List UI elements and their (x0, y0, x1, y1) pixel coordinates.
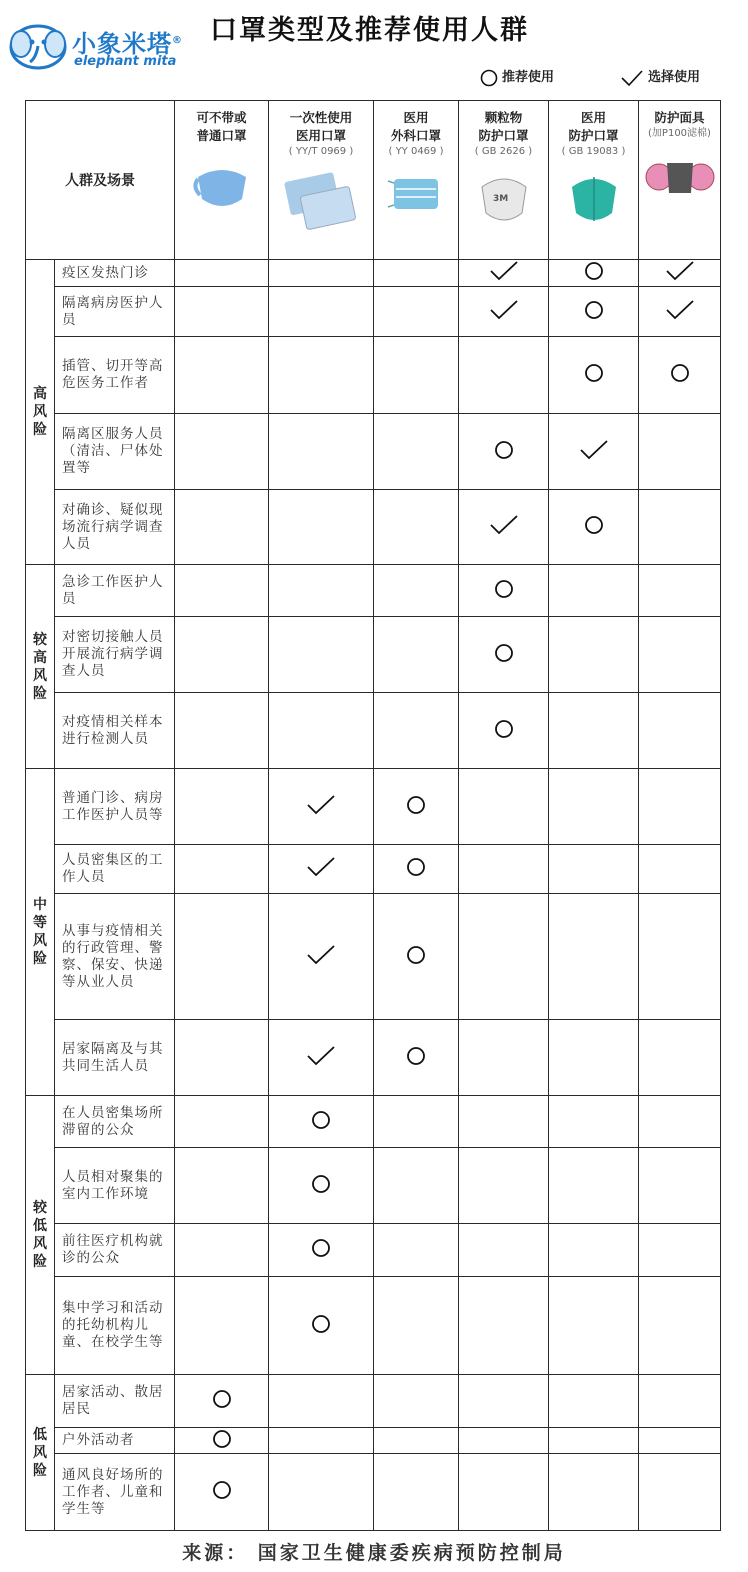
scene-cell: 居家隔离及与其共同生活人员 (55, 1020, 175, 1096)
scene-cell: 通风良好场所的工作者、儿童和学生等 (55, 1454, 175, 1531)
mark-cell (175, 693, 269, 769)
mark-cell (639, 1454, 721, 1531)
check-mark-icon (306, 944, 336, 966)
legend-optional: 选择使用 (620, 66, 700, 87)
circle-mark-icon (406, 945, 426, 965)
mark-cell (459, 1428, 549, 1454)
scene-cell: 急诊工作医护人员 (55, 565, 175, 617)
mark-cell (175, 617, 269, 693)
table-row (26, 1428, 721, 1454)
mark-cell (374, 1454, 459, 1531)
mark-cell (549, 769, 639, 845)
mark-cell (459, 617, 549, 693)
mark-cell (639, 1096, 721, 1148)
mark-cell (175, 414, 269, 490)
table-row (26, 1148, 721, 1224)
circle-mark-icon (311, 1238, 331, 1258)
mark-cell (549, 1148, 639, 1224)
check-mark-icon (306, 856, 336, 878)
mask-recommendation-table (25, 100, 721, 1531)
brand-name-english: elephant mita (74, 54, 177, 69)
mask-standard: ( GB 2626 ) (474, 146, 533, 157)
mark-cell (175, 769, 269, 845)
mark-cell (549, 1277, 639, 1375)
mark-cell (175, 260, 269, 287)
mark-cell (639, 845, 721, 894)
mask-type-header (639, 101, 721, 260)
svg-text:3M: 3M (492, 194, 508, 204)
page-title: 口罩类型及推荐使用人群 (210, 15, 529, 46)
mark-cell (549, 617, 639, 693)
mark-cell (639, 260, 721, 287)
scene-cell: 普通门诊、病房工作医护人员等 (55, 769, 175, 845)
mark-cell (639, 1148, 721, 1224)
scene-cell: 对确诊、疑似现场流行病学调查人员 (55, 490, 175, 565)
mark-cell (269, 894, 374, 1020)
mark-cell (374, 1375, 459, 1428)
scene-cell: 隔离区服务人员（清洁、尸体处置等 (55, 414, 175, 490)
cloth-mask-icon (175, 155, 268, 222)
brand-name: 小象米塔® (72, 30, 183, 58)
brand-logo (8, 22, 198, 72)
gas-mask-icon (639, 151, 720, 204)
risk-level-label: 较高风险 (26, 565, 55, 769)
table-row (26, 565, 721, 617)
mark-cell (175, 1224, 269, 1277)
mark-cell (459, 1148, 549, 1224)
mark-cell (175, 1148, 269, 1224)
mark-cell (175, 565, 269, 617)
mark-cell (549, 1020, 639, 1096)
table-row (26, 1375, 721, 1428)
table-row (26, 617, 721, 693)
circle-mark-icon (494, 440, 514, 460)
mark-cell (459, 260, 549, 287)
circle-mark-icon (494, 719, 514, 739)
scene-cell: 对疫情相关样本进行检测人员 (55, 693, 175, 769)
mark-cell (459, 1277, 549, 1375)
mark-cell (374, 617, 459, 693)
mask-type-header (269, 101, 374, 260)
mark-cell (269, 287, 374, 337)
check-mark-icon (579, 439, 609, 461)
mark-cell (374, 845, 459, 894)
mark-cell (374, 287, 459, 337)
mark-cell (549, 490, 639, 565)
mask-type-header (374, 101, 459, 260)
mark-cell (374, 894, 459, 1020)
scene-cell: 居家活动、散居居民 (55, 1375, 175, 1428)
mask-type-name: 医用 防护口罩 (568, 110, 619, 143)
table-row (26, 769, 721, 845)
check-mark-icon (665, 299, 695, 321)
mark-cell (374, 1020, 459, 1096)
mark-cell (549, 693, 639, 769)
mark-cell (459, 693, 549, 769)
mark-cell (175, 337, 269, 414)
mark-cell (269, 565, 374, 617)
mark-cell (374, 490, 459, 565)
mark-cell (269, 1148, 374, 1224)
source-note: 来源： 国家卫生健康委疾病预防控制局 (182, 1542, 566, 1564)
mark-cell (459, 565, 549, 617)
mark-cell (175, 1096, 269, 1148)
check-mark-icon (306, 1045, 336, 1067)
circle-mark-icon (584, 515, 604, 535)
mark-cell (549, 1454, 639, 1531)
scene-cell: 疫区发热门诊 (55, 260, 175, 287)
table-row (26, 845, 721, 894)
scene-header-label: 人群及场景 (65, 173, 135, 189)
mark-cell (269, 693, 374, 769)
mark-cell (459, 414, 549, 490)
mark-cell (639, 1428, 721, 1454)
table-row (26, 1224, 721, 1277)
mark-cell (269, 1020, 374, 1096)
mark-cell (175, 845, 269, 894)
mask-standard: ( GB 19083 ) (561, 146, 626, 157)
mask-type-name: 可不带或 普通口罩 (196, 110, 247, 143)
mark-cell (269, 1224, 374, 1277)
mark-cell (374, 693, 459, 769)
circle-mark-icon (670, 363, 690, 383)
mark-cell (639, 894, 721, 1020)
mask-type-header (549, 101, 639, 260)
mark-cell (639, 414, 721, 490)
mark-cell (175, 894, 269, 1020)
mark-cell (269, 414, 374, 490)
scene-cell: 从事与疫情相关的行政管理、警察、保安、快递等从业人员 (55, 894, 175, 1020)
mark-cell (175, 1277, 269, 1375)
mark-cell (175, 1375, 269, 1428)
mark-cell (459, 1375, 549, 1428)
check-mark-icon (489, 260, 519, 282)
table-row (26, 1020, 721, 1096)
mask-standard: ( YY/T 0969 ) (288, 146, 354, 157)
mark-cell (175, 1454, 269, 1531)
circle-mark-icon (584, 300, 604, 320)
table-row (26, 337, 721, 414)
check-mark-icon (489, 514, 519, 536)
mark-cell (549, 894, 639, 1020)
circle-mark-icon (406, 795, 426, 815)
table-row (26, 414, 721, 490)
mark-cell (459, 894, 549, 1020)
circle-mark-icon (584, 261, 604, 281)
mark-cell (374, 337, 459, 414)
check-mark-icon (306, 794, 336, 816)
check-mark-icon (620, 69, 644, 87)
disposable-mask-icon (269, 169, 373, 236)
risk-level-label: 较低风险 (26, 1096, 55, 1375)
circle-mark-icon (480, 69, 498, 87)
mark-cell (639, 1020, 721, 1096)
scene-cell: 集中学习和活动的托幼机构儿童、在校学生等 (55, 1277, 175, 1375)
mark-cell (269, 1454, 374, 1531)
mark-cell (269, 1096, 374, 1148)
mark-cell (639, 490, 721, 565)
scene-cell: 对密切接触人员开展流行病学调查人员 (55, 617, 175, 693)
risk-level-label: 低风险 (26, 1375, 55, 1531)
table-row (26, 1277, 721, 1375)
mark-cell (459, 1096, 549, 1148)
mark-cell (374, 1224, 459, 1277)
mask-type-name: 医用 外科口罩 (390, 110, 441, 143)
mask-type-name: 一次性使用 医用口罩 (289, 110, 353, 143)
mark-cell (175, 1020, 269, 1096)
circle-mark-icon (311, 1314, 331, 1334)
mark-cell (374, 260, 459, 287)
elephant-logo-icon (8, 22, 70, 72)
mark-cell (269, 337, 374, 414)
mark-cell (549, 565, 639, 617)
mark-cell (269, 260, 374, 287)
mark-cell (549, 1224, 639, 1277)
mask-standard: ( YY 0469 ) (388, 146, 444, 157)
circle-mark-icon (212, 1480, 232, 1500)
mark-cell (269, 845, 374, 894)
mask-type-header (459, 101, 549, 260)
circle-mark-icon (212, 1389, 232, 1409)
mark-cell (459, 1224, 549, 1277)
circle-mark-icon (494, 643, 514, 663)
mark-cell (459, 490, 549, 565)
mark-cell (549, 260, 639, 287)
scene-cell: 户外活动者 (55, 1428, 175, 1454)
mark-cell (175, 287, 269, 337)
mark-cell (374, 1096, 459, 1148)
mark-cell (374, 414, 459, 490)
circle-mark-icon (311, 1174, 331, 1194)
circle-mark-icon (212, 1429, 232, 1449)
mask-standard: (加P100滤棉) (648, 128, 711, 139)
mark-cell (269, 769, 374, 845)
circle-mark-icon (406, 1046, 426, 1066)
legend-recommend: 推荐使用 (480, 66, 554, 87)
mark-cell (269, 490, 374, 565)
mark-cell (639, 1224, 721, 1277)
mark-cell (175, 1428, 269, 1454)
scene-header (26, 101, 175, 260)
mark-cell (549, 337, 639, 414)
mark-cell (459, 769, 549, 845)
mark-cell (639, 287, 721, 337)
mask-type-name: 防护面具 (654, 110, 705, 125)
table-row (26, 1096, 721, 1148)
mark-cell (459, 845, 549, 894)
mark-cell (639, 769, 721, 845)
mark-cell (459, 287, 549, 337)
mark-cell (269, 1428, 374, 1454)
mask-type-header (175, 101, 269, 260)
table-row (26, 693, 721, 769)
mark-cell (549, 1096, 639, 1148)
table-row (26, 260, 721, 287)
mark-cell (549, 414, 639, 490)
mark-cell (374, 1277, 459, 1375)
mark-cell (269, 617, 374, 693)
table-row (26, 1454, 721, 1531)
mark-cell (639, 1277, 721, 1375)
mask-type-name: 颗粒物 防护口罩 (478, 110, 529, 143)
scene-cell: 人员密集区的工作人员 (55, 845, 175, 894)
mark-cell (639, 617, 721, 693)
circle-mark-icon (584, 363, 604, 383)
mark-cell (549, 287, 639, 337)
mark-cell (459, 1020, 549, 1096)
risk-level-label: 高风险 (26, 260, 55, 565)
mark-cell (549, 845, 639, 894)
mark-cell (374, 1148, 459, 1224)
mark-cell (549, 1428, 639, 1454)
scene-cell: 前往医疗机构就诊的公众 (55, 1224, 175, 1277)
scene-cell: 在人员密集场所滞留的公众 (55, 1096, 175, 1148)
scene-cell: 插管、切开等高危医务工作者 (55, 337, 175, 414)
mark-cell (374, 1428, 459, 1454)
table-row (26, 490, 721, 565)
mark-cell (374, 565, 459, 617)
mark-cell (549, 1375, 639, 1428)
scene-cell: 人员相对聚集的室内工作环境 (55, 1148, 175, 1224)
check-mark-icon (665, 260, 695, 282)
mark-cell (269, 1375, 374, 1428)
mark-cell (459, 337, 549, 414)
circle-mark-icon (494, 579, 514, 599)
circle-mark-icon (311, 1110, 331, 1130)
check-mark-icon (489, 299, 519, 321)
table-row (26, 287, 721, 337)
mark-cell (639, 693, 721, 769)
mark-cell (639, 337, 721, 414)
mark-cell (639, 1375, 721, 1428)
risk-level-label: 中等风险 (26, 769, 55, 1096)
mark-cell (374, 769, 459, 845)
n95-medical-respirator-icon (549, 169, 638, 232)
mark-cell (459, 1454, 549, 1531)
mark-cell (175, 490, 269, 565)
table-header-row (26, 101, 721, 260)
scene-cell: 隔离病房医护人员 (55, 287, 175, 337)
table-row (26, 894, 721, 1020)
surgical-mask-icon (374, 169, 458, 222)
particulate-respirator-icon (459, 169, 548, 232)
circle-mark-icon (406, 857, 426, 877)
mark-cell (639, 565, 721, 617)
mark-cell (269, 1277, 374, 1375)
